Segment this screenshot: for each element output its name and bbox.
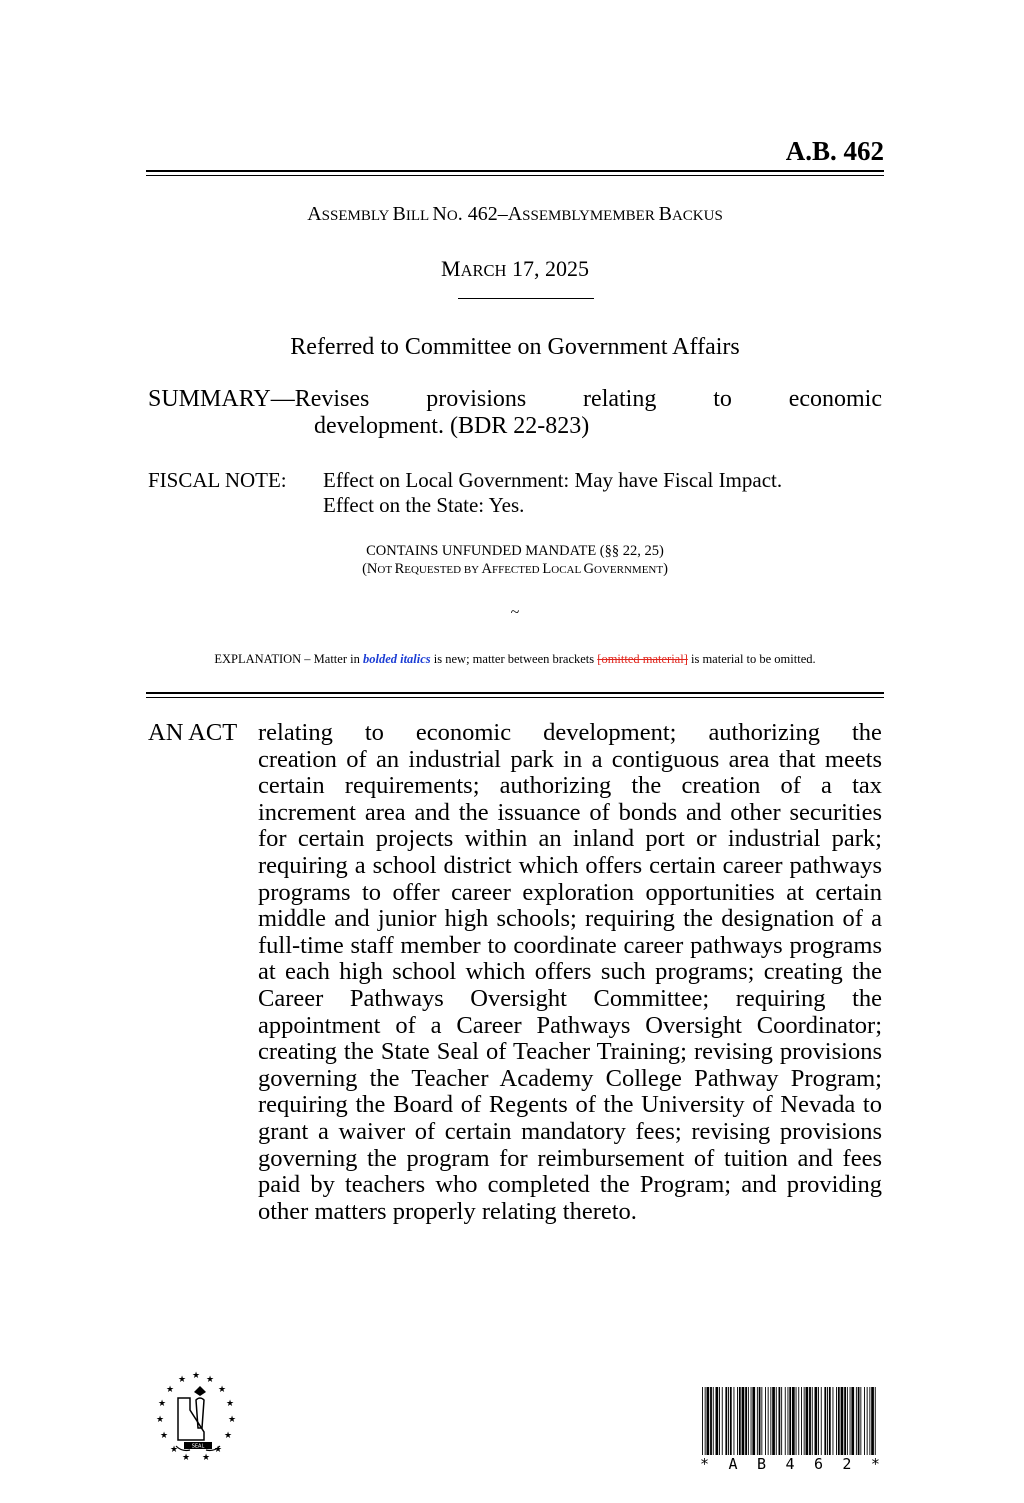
act-body-text: creation of an industrial park in a contiguous area that meets certain requirements; authorizing the creation of a tax increment area and the issuance of bonds and other securities for certain projects within an inland port or industrial park; requiring a school district which offers certain career pathways programs to offer career exploration opportunities at certain middle and junior high schools; requiring the designation of a full-time staff member to coordinate career pathways programs at each high school which offers such programs; creating the Career Pathways Oversight Committee; requiring the appointment of a Career Pathways Oversight Coordinator; creating the State Seal of Teacher Training; revising provisions governing the Teacher Academy College Pathway Program; requiring the Board of Regents of the University of Nevada to grant a waiver of certain mandatory fees; revising provisions governing the program for reimbursement of tuition and fees paid by teachers who completed the Program; and providing other matters properly relating thereto. — [258, 745, 882, 1225]
svg-text:★: ★ — [158, 1399, 167, 1409]
barcode-bar — [716, 1387, 719, 1455]
svg-text:★: ★ — [156, 1415, 165, 1425]
barcode-bar — [757, 1387, 758, 1455]
barcode-bar — [821, 1387, 822, 1455]
barcode-bar — [838, 1387, 840, 1455]
barcode-bar — [739, 1387, 741, 1455]
barcode-bar — [847, 1387, 848, 1455]
svg-text:★: ★ — [192, 1371, 201, 1381]
barcode-bar — [824, 1387, 826, 1455]
bill-number: A.B. 462 — [785, 136, 884, 166]
barcode-bar — [841, 1387, 844, 1455]
barcode-bar — [761, 1387, 762, 1455]
bill-title: ASSEMBLY BILL NO. 462–ASSEMBLYMEMBER BACKUS — [307, 203, 723, 225]
fiscal-note-label: FISCAL NOTE: — [148, 468, 287, 492]
nevada-state-seal-icon — [150, 1370, 242, 1462]
barcode-bar — [702, 1387, 703, 1455]
barcode-bar — [801, 1387, 802, 1455]
barcode-bar — [722, 1387, 723, 1455]
svg-text:★: ★ — [206, 1375, 215, 1385]
barcode-bar — [806, 1387, 809, 1455]
section-separator: ~ — [510, 604, 520, 621]
barcode-bar — [804, 1387, 805, 1455]
omitted-material-example: [omitted material] — [597, 652, 688, 666]
svg-text:★: ★ — [170, 1445, 179, 1455]
barcode-bar — [851, 1387, 854, 1455]
barcode — [700, 1382, 880, 1462]
barcode-bar — [728, 1387, 729, 1455]
svg-text:★: ★ — [202, 1453, 211, 1462]
barcode-bar — [809, 1387, 811, 1455]
barcode-bar — [751, 1387, 752, 1455]
barcode-bar — [710, 1387, 712, 1455]
svg-text:★: ★ — [224, 1431, 233, 1441]
barcode-bar — [850, 1387, 851, 1455]
barcode-bar — [737, 1387, 738, 1455]
barcode-bar — [765, 1387, 766, 1455]
svg-text:SEAL: SEAL — [191, 1443, 205, 1450]
barcode-bar — [844, 1387, 846, 1455]
barcode-bar — [730, 1387, 732, 1455]
barcode-bar — [781, 1387, 782, 1455]
summary-line-1: SUMMARY—Revises provisions relating to economic — [148, 386, 882, 412]
barcode-bar — [796, 1387, 797, 1455]
barcode-bar — [864, 1387, 865, 1455]
barcode-bar — [856, 1387, 857, 1455]
barcode-bar — [752, 1387, 755, 1455]
bill-date: MARCH 17, 2025 — [441, 256, 589, 281]
barcode-bar — [742, 1387, 745, 1455]
act-lead: AN ACT — [148, 719, 238, 746]
barcode-bar — [776, 1387, 777, 1455]
barcode-bar — [818, 1387, 819, 1455]
svg-text:★: ★ — [214, 1445, 223, 1455]
explanation-note: EXPLANATION – Matter in bolded italics is new; matter between brackets [omitted material] is material to be omitted. — [214, 652, 816, 666]
barcode-bar — [725, 1387, 727, 1455]
barcode-bar — [833, 1387, 834, 1455]
svg-text:★: ★ — [182, 1453, 191, 1462]
barcode-bar — [713, 1387, 714, 1455]
barcode-bar — [867, 1387, 868, 1455]
barcode-bar — [789, 1387, 791, 1455]
top-double-rule — [146, 170, 884, 176]
barcode-bar — [734, 1387, 735, 1455]
barcode-bar — [745, 1387, 747, 1455]
fiscal-local-effect: Effect on Local Government: May have Fiscal Impact. — [323, 468, 783, 492]
barcode-bar — [798, 1387, 799, 1455]
barcode-bar — [829, 1387, 831, 1455]
summary — [148, 386, 882, 440]
barcode-bar — [748, 1387, 749, 1455]
bolded-italics-example: bolded italics — [362, 652, 431, 666]
barcode-bar — [772, 1387, 775, 1455]
barcode-bar — [785, 1387, 786, 1455]
svg-text:★: ★ — [218, 1385, 227, 1395]
barcode-bar — [836, 1387, 837, 1455]
barcode-bar — [770, 1387, 771, 1455]
barcode-text: * A B 4 6 2 * — [700, 1455, 880, 1473]
fiscal-state-effect: Effect on the State: Yes. — [323, 493, 525, 517]
barcode-bar — [812, 1387, 813, 1455]
barcode-bar — [779, 1387, 781, 1455]
svg-text:★: ★ — [178, 1375, 187, 1385]
fiscal-note — [148, 468, 882, 518]
barcode-bar — [815, 1387, 818, 1455]
barcode-bar — [792, 1387, 795, 1455]
summary-line-2: development. (BDR 22-823) — [314, 413, 590, 439]
committee-referral: Referred to Committee on Government Affairs — [290, 334, 740, 360]
barcode-bar — [719, 1387, 720, 1455]
svg-text:★: ★ — [160, 1431, 169, 1441]
date-divider — [458, 298, 594, 299]
barcode-bar — [768, 1387, 769, 1455]
barcode-bar — [871, 1387, 874, 1455]
barcode-bar — [788, 1387, 789, 1455]
barcode-bar — [860, 1387, 861, 1455]
barcode-bar — [705, 1387, 706, 1455]
act-preamble — [148, 720, 882, 1225]
barcode-bar — [858, 1387, 860, 1455]
svg-text:★: ★ — [226, 1399, 235, 1409]
barcode-bar — [827, 1387, 828, 1455]
middle-double-rule — [146, 692, 884, 698]
unfunded-mandate-notice: CONTAINS UNFUNDED MANDATE (§§ 22, 25) (NOT REQUESTED BY AFFECTED LOCAL GOVERNMENT) — [362, 543, 668, 577]
svg-text:★: ★ — [166, 1385, 175, 1395]
barcode-bar — [875, 1387, 876, 1455]
barcode-bar — [759, 1387, 761, 1455]
svg-text:★: ★ — [228, 1415, 237, 1425]
act-first-line: relating to economic development; authorizing the — [258, 719, 882, 746]
barcode-bar — [707, 1387, 710, 1455]
barcode-bar — [869, 1387, 870, 1455]
